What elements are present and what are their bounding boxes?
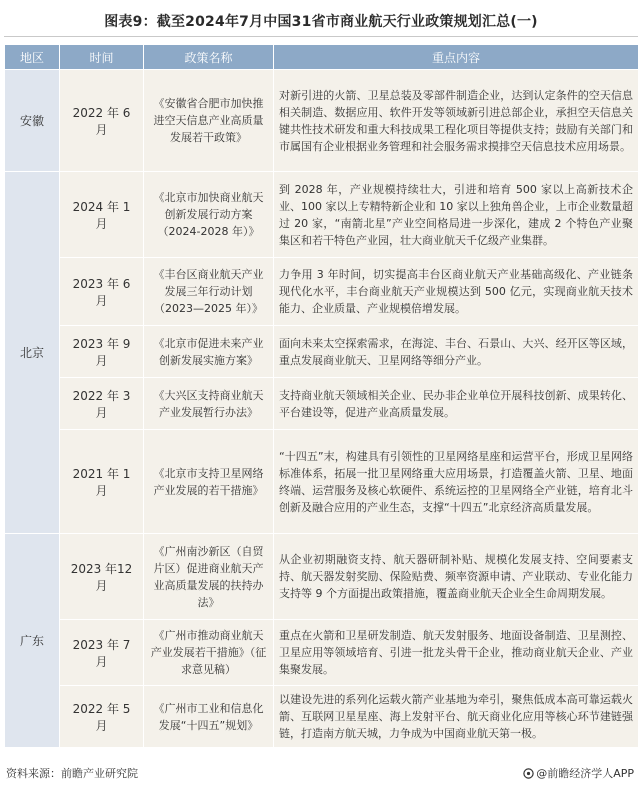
region-cell: 北京 <box>5 172 60 534</box>
date-cell: 2023 年 6 月 <box>60 258 144 326</box>
policy-name-cell: 《广州南沙新区（自贸片区）促进商业航天产业高质量发展的扶持办法》 <box>144 534 274 620</box>
table-row <box>5 326 639 378</box>
region-cell: 安徽 <box>5 70 60 172</box>
policy-name-cell: 《广州市工业和信息化发展“十四五”规划》 <box>144 686 274 748</box>
header-key-content: 重点内容 <box>274 45 639 70</box>
policy-name-cell: 《北京市支持卫星网络产业发展的若干措施》 <box>144 430 274 534</box>
key-content-cell: 从企业初期融资支持、航天器研制补贴、规模化发展支持、空间要素支持、航天器发射奖励、保险贴费、频率资源申请、产业联动、专业化能力支持等 9 个方面提出政策措施，覆盖商业航天企业全生命周期发展。 <box>274 534 639 620</box>
brand-credit <box>523 765 634 781</box>
date-cell: 2022 年 3 月 <box>60 378 144 430</box>
key-content-cell: “十四五”末，构建具有引领性的卫星网络星座和运营平台，形成卫星网络标准体系，拓展一批卫星网络重大应用场景，打造覆盖火箭、卫星、地面终端、运营服务及核心软硬件、系统运控的卫星网络全产业链，培育北斗创新及融合应用的产业生态，支撑“十四五”北京经济高质量发展。 <box>274 430 639 534</box>
policy-name-cell: 《安徽省合肥市加快推进空天信息产业高质量发展若干政策》 <box>144 70 274 172</box>
date-cell: 2023 年 9 月 <box>60 326 144 378</box>
header-date: 时间 <box>60 45 144 70</box>
policy-name-cell: 《丰台区商业航天产业发展三年行动计划（2023—2025 年）》 <box>144 258 274 326</box>
table-header-row <box>5 45 639 70</box>
key-content-cell: 对新引进的火箭、卫星总装及零部件制造企业，达到认定条件的空天信息相关制造、数据应用、软件开发等领域新引进总部企业，承担空天信息关键共性技术研发和重大科技成果工程化项目等提供支持；鼓励有关部门和市属国有企业根据业务管理和社会服务需求摸排空天信息技术应用场景。 <box>274 70 639 172</box>
title-divider <box>4 36 638 37</box>
policy-name-cell: 《北京市加快商业航天创新发展行动方案（2024-2028 年）》 <box>144 172 274 258</box>
table-row <box>5 172 639 258</box>
table-row <box>5 620 639 686</box>
policy-table <box>4 44 639 748</box>
source-note: 资料来源：前瞻产业研究院 <box>6 767 138 780</box>
key-content-cell: 重点在火箭和卫星研发制造、航天发射服务、地面设备制造、卫星测控、卫星应用等领域培育、引进一批龙头骨干企业，推动商业航天企业、产业集聚发展。 <box>274 620 639 686</box>
key-content-cell: 支持商业航天领域相关企业、民办非企业单位开展科技创新、成果转化、平台建设等，促进产业高质量发展。 <box>274 378 639 430</box>
date-cell: 2022 年 6 月 <box>60 70 144 172</box>
brand-credit-text: @前瞻经济学人APP <box>536 767 634 780</box>
policy-name-cell: 《广州市推动商业航天产业发展若干措施》（征求意见稿） <box>144 620 274 686</box>
figure-title: 图表9：截至2024年7月中国31省市商业航天行业政策规划汇总(一) <box>104 14 538 30</box>
header-policy-name: 政策名称 <box>144 45 274 70</box>
region-cell: 广东 <box>5 534 60 748</box>
brand-logo-icon <box>523 768 534 779</box>
date-cell: 2023 年12 月 <box>60 534 144 620</box>
table-row <box>5 534 639 620</box>
date-cell: 2022 年 5 月 <box>60 686 144 748</box>
policy-name-cell: 《大兴区支持商业航天产业发展暂行办法》 <box>144 378 274 430</box>
date-cell: 2023 年 7 月 <box>60 620 144 686</box>
header-region: 地区 <box>5 45 60 70</box>
policy-name-cell: 《北京市促进未来产业创新发展实施方案》 <box>144 326 274 378</box>
table-row <box>5 430 639 534</box>
table-row <box>5 378 639 430</box>
key-content-cell: 以建设先进的系列化运载火箭产业基地为牵引，聚焦低成本高可靠运载火箭、互联网卫星星座、海上发射平台、航天商业化应用等核心环节建链强链，打造南方航天城，力争成为中国商业航天第一极。 <box>274 686 639 748</box>
key-content-cell: 面向未来太空探索需求，在海淀、丰台、石景山、大兴、经开区等区域，重点发展商业航天、卫星网络等细分产业。 <box>274 326 639 378</box>
key-content-cell: 力争用 3 年时间，切实提高丰台区商业航天产业基础高级化、产业链条现代化水平，丰台商业航天产业规模达到 500 亿元，实现商业航天技术能力、企业质量、产业规模倍增发展。 <box>274 258 639 326</box>
table-row <box>5 70 639 172</box>
date-cell: 2024 年 1 月 <box>60 172 144 258</box>
key-content-cell: 到 2028 年，产业规模持续壮大，引进和培育 500 家以上高新技术企业、100 家以上专精特新企业和 10 家以上独角兽企业，上市企业数量超过 20 家，“南箭北星”产业空间格局进一步深化，建成 2 个特色产业聚集区和若干特色产业园，壮大商业航天千亿级产业集群。 <box>274 172 639 258</box>
table-row <box>5 686 639 748</box>
table-row <box>5 258 639 326</box>
date-cell: 2021 年 1 月 <box>60 430 144 534</box>
